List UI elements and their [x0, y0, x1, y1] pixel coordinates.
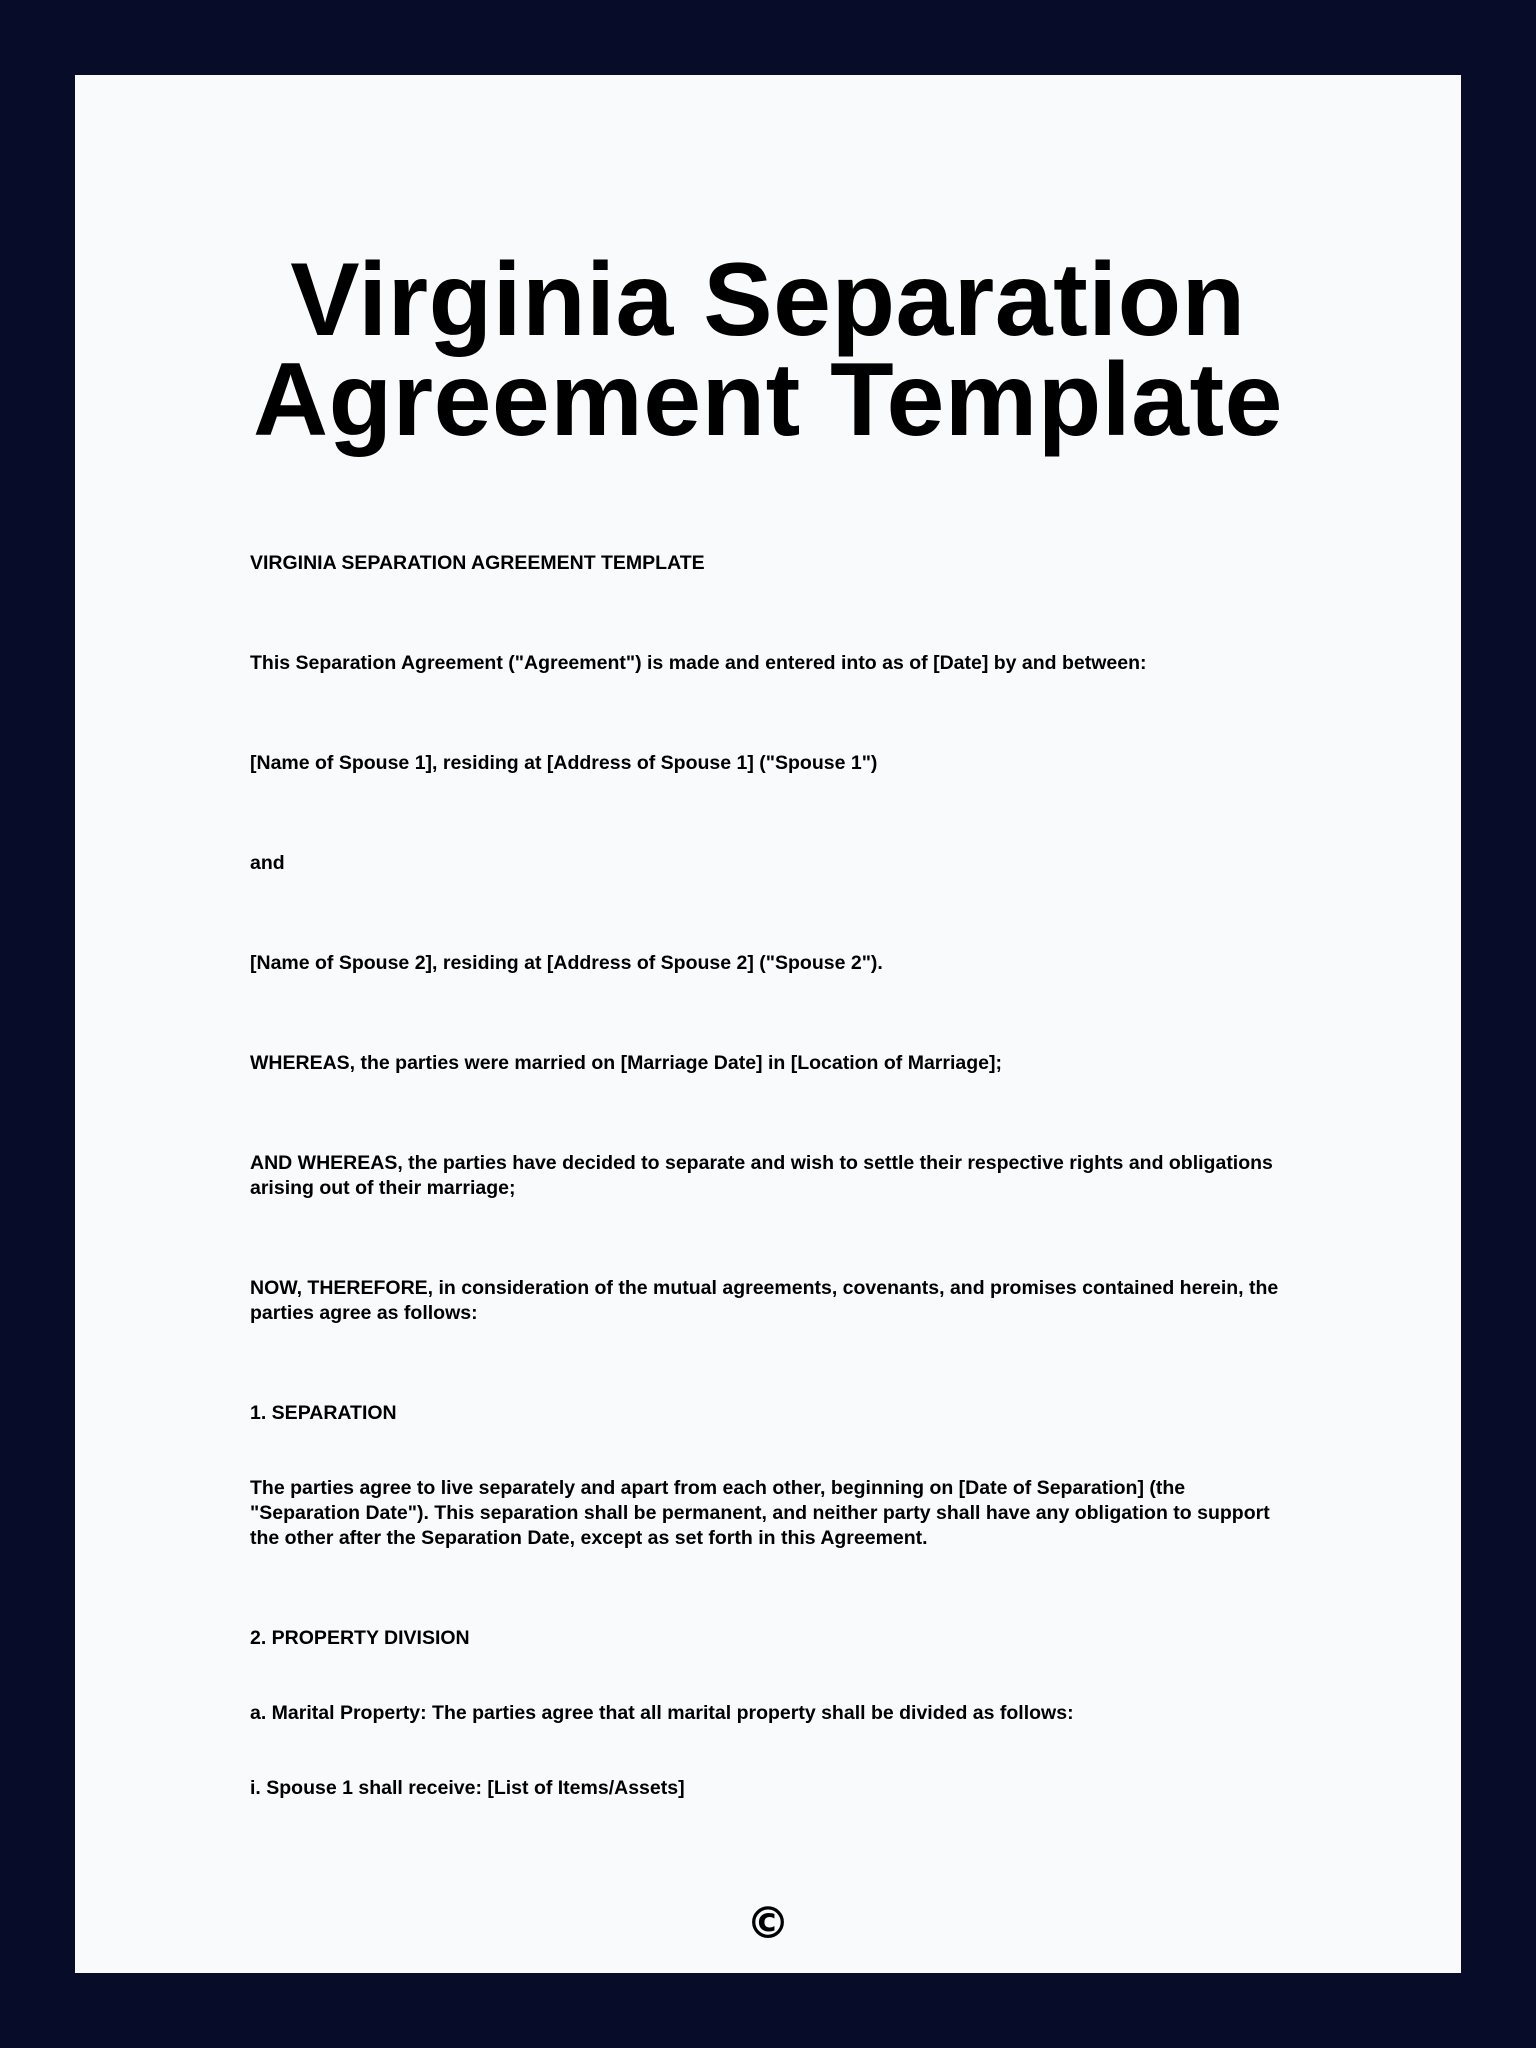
spouse-1-receives-paragraph: i. Spouse 1 shall receive: [List of Items/Assets]: [250, 1777, 685, 1799]
whereas-paragraph: WHEREAS, the parties were married on [Marriage Date] in [Location of Marriage];: [250, 1052, 1002, 1074]
and-paragraph: and: [250, 852, 285, 874]
and-whereas-paragraph: AND WHEREAS, the parties have decided to separate and wish to settle their respective rights and obligations arising out of their marriage;: [250, 1152, 1273, 1199]
section-1-heading: 1. SEPARATION: [250, 1402, 397, 1424]
document-title-line-2: Agreement Template: [252, 342, 1283, 458]
intro-paragraph: This Separation Agreement ("Agreement") is made and entered into as of [Date] by and between:: [250, 652, 1147, 674]
now-therefore-paragraph: NOW, THEREFORE, in consideration of the mutual agreements, covenants, and promises contained herein, the parties agree as follows:: [250, 1277, 1279, 1324]
section-2-heading: 2. PROPERTY DIVISION: [250, 1627, 470, 1649]
separation-paragraph: The parties agree to live separately and apart from each other, beginning on [Date of Separation] (the "Separation Date"). This separation shall be permanent, and neither party shall have any obligation to support the other after the Separation Date, except as set forth in this Agreement.: [250, 1477, 1270, 1549]
document-heading: VIRGINIA SEPARATION AGREEMENT TEMPLATE: [250, 552, 705, 574]
spouse-2-paragraph: [Name of Spouse 2], residing at [Address of Spouse 2] ("Spouse 2").: [250, 952, 883, 974]
spouse-1-paragraph: [Name of Spouse 1], residing at [Address of Spouse 1] ("Spouse 1"): [250, 752, 878, 774]
document-title-line-1: Virginia Separation: [290, 242, 1246, 358]
document-title: [75, 242, 1461, 458]
copyright-icon: ©: [746, 1898, 790, 1949]
document-page: [75, 75, 1461, 1973]
marital-property-paragraph: a. Marital Property: The parties agree that all marital property shall be divided as follows:: [250, 1702, 1074, 1724]
